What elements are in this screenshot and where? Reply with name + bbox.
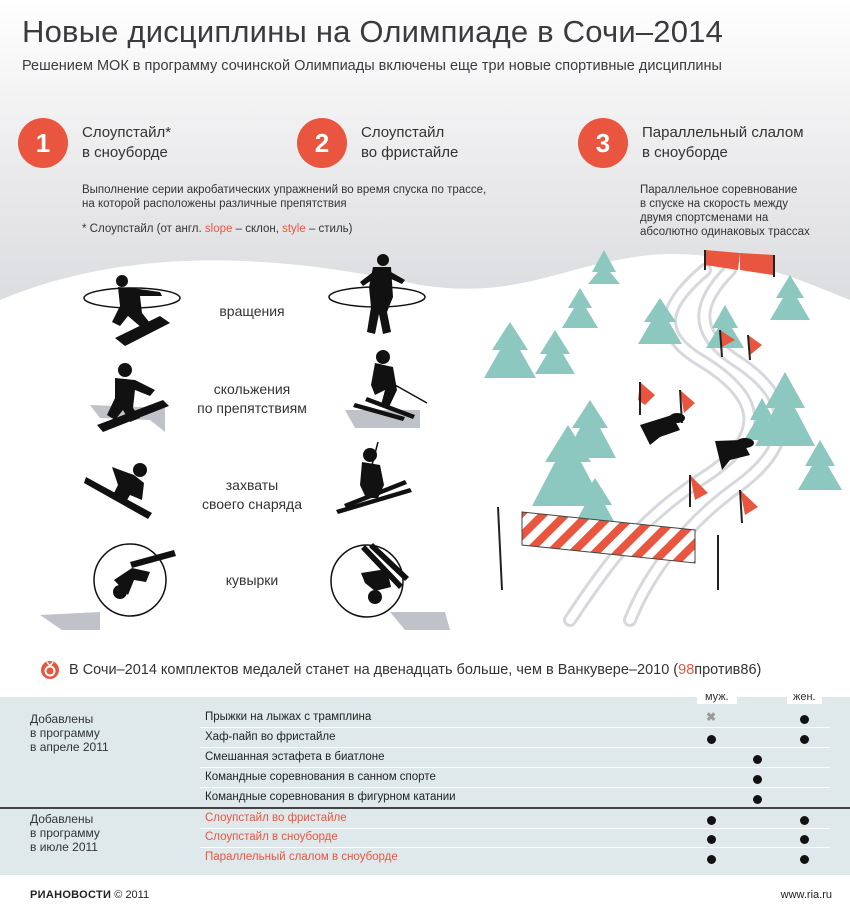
number-badge: 1 [18,118,68,168]
trick-label [152,476,352,514]
trick-label-line: захваты [225,477,279,493]
trick-label-line: по препятствиям [197,400,307,416]
group-label-line: Добавлены [30,712,94,726]
medals-text: ) [756,662,762,678]
discipline-name-line: во фристайле [361,144,459,161]
group-label-line: в июле 2011 [30,840,98,854]
trick-label [152,380,352,418]
group-label-april [30,712,109,754]
description-line: Параллельное соревнование [640,184,798,196]
table-row: Командные соревнования в санном спорте [205,771,436,783]
events-table [0,691,850,875]
column-header-men: муж. [697,690,737,704]
medal-icon [40,660,60,680]
discipline-1 [18,118,171,168]
event-dot [707,855,716,864]
event-dot [800,835,809,844]
group-label-line: в программу [30,826,100,840]
page-subtitle: Решением МОК в программу сочинской Олимпиады включены еще три новые спортивные дисциплины [22,58,722,74]
medals-count-old: 86 [740,662,757,678]
footnote [82,223,353,235]
slopestyle-description [82,183,486,211]
row-divider [200,747,830,748]
footer-credit [30,889,149,901]
footnote-slope: slope [204,223,233,235]
footnote-text: – склон, [232,223,283,235]
table-row: Слоупстайл во фристайле [205,812,347,824]
group-label-line: Добавлены [30,812,94,826]
discipline-name-line: в сноуборде [82,144,168,161]
ski-rotation-icon [325,252,435,342]
discipline-3 [578,118,804,168]
group-label-line: в программу [30,726,100,740]
description-line: в спуске на скорость между [640,198,788,210]
trick-label-line: вращения [219,303,285,319]
row-divider [200,847,830,848]
event-dot [753,755,762,764]
discipline-2 [297,118,458,168]
group-label-july [30,812,100,854]
medals-summary [40,660,761,680]
footnote-style: style [282,223,306,235]
page-title: Новые дисциплины на Олимпиаде в Сочи–2014 [22,14,724,49]
ski-slide-icon [345,345,435,435]
table-row: Слоупстайл в сноуборде [205,831,338,843]
not-held-mark: ✖ [706,710,717,724]
number-badge: 2 [297,118,347,168]
event-dot [800,735,809,744]
event-dot [753,795,762,804]
copyright: © 2011 [114,889,150,901]
medals-text: В Сочи–2014 комплектов медалей станет на двенадцать больше, чем в Ванкувере–2010 ( [69,662,679,678]
event-dot [707,816,716,825]
trick-label [152,302,352,321]
description-line: Выполнение серии акробатических упражнений во время спуска по трассе, [82,184,487,196]
slalom-course-icon [490,245,790,625]
discipline-name-line: Слоупстайл [361,124,445,141]
group-divider [0,807,850,809]
row-divider [200,767,830,768]
discipline-name [642,123,804,163]
slalom-description [640,183,810,239]
column-header-women: жен. [787,690,822,704]
trick-label-line: кувырки [225,572,279,588]
medals-count-new: 98 [678,662,695,678]
trick-label-line: своего снаряда [201,496,302,512]
event-dot [800,715,809,724]
discipline-name [361,123,458,163]
event-dot [800,816,809,825]
group-label-line: в апреле 2011 [30,740,109,754]
description-line: абсолютно одинаковых трассах [640,226,810,238]
table-row: Смешанная эстафета в биатлоне [205,751,385,763]
table-row: Прыжки на лыжах с трамплина [205,711,372,723]
event-dot [707,835,716,844]
table-row: Командные соревнования в фигурном катании [205,791,456,803]
event-dot [707,735,716,744]
row-divider [200,727,830,728]
row-divider [200,828,830,829]
discipline-name [82,123,171,163]
discipline-name-line: в сноуборде [642,144,728,161]
table-row: Параллельный слалом в сноуборде [205,851,398,863]
ria-logo: РИАНОВОСТИ [30,889,112,901]
discipline-name-line: Параллельный слалом [642,124,804,141]
footer-site[interactable]: www.ria.ru [780,889,832,901]
description-line: на которой расположены различные препятствия [82,198,347,210]
table-row: Хаф-пайп во фристайле [205,731,336,743]
medals-text: против [694,662,741,678]
number-badge: 3 [578,118,628,168]
event-dot [753,775,762,784]
trick-label-line: скольжения [213,381,291,397]
trick-label [152,571,352,590]
footnote-text: * Слоупстайл (от англ. [82,223,205,235]
description-line: двумя спортсменами на [640,212,769,224]
discipline-name-line: Слоупстайл* [82,124,172,141]
event-dot [800,855,809,864]
footnote-text: – стиль) [305,223,353,235]
row-divider [200,787,830,788]
